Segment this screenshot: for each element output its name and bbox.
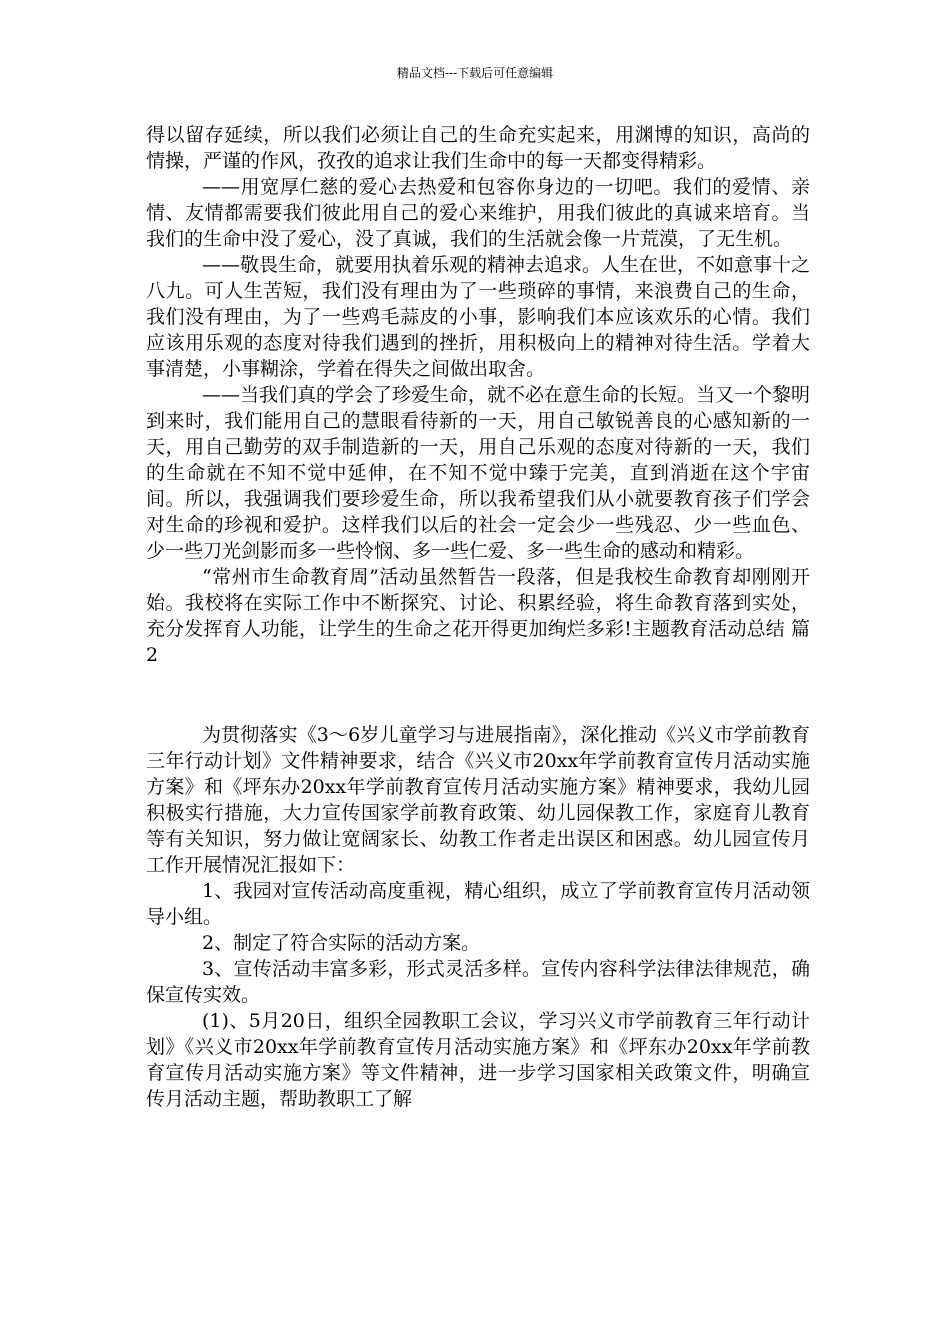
page-header: 精品文档---下载后可任意编辑 — [396, 66, 554, 80]
paragraph-conclusion: “常州市生命教育周”活动虽然暂告一段落，但是我校生命教育却刚刚开始。我校将在实际工作中不断探究、讨论、积累经验，将生命教育落到实处，充分发挥育人功能，让学生的生命之花开得更加绚烂多彩!主题教育活动总结 篇2 — [146, 566, 810, 666]
paragraph-love: ——用宽厚仁慈的爱心去热爱和包容你身边的一切吧。我们的爱情、亲情、友情都需要我们彼此用自己的爱心来维护，用我们彼此的真诚来培育。当我们的生命中没了爱心，没了真诚，我们的生活就会像一片荒漠，了无生机。 — [146, 176, 810, 250]
list-subitem-1: (1)、5月20日，组织全园教职工会议，学习兴义市学前教育三年行动计划》《兴义市20xx年学前教育宣传月活动实施方案》和《坪东办20xx年学前教育宣传月活动实施方案》等文件精神，进一步学习国家相关政策文件，明确宣传月活动主题，帮助教职工了解 — [146, 1010, 810, 1110]
document-body — [146, 122, 810, 1112]
paragraph-optimism: ——敬畏生命，就要用执着乐观的精神去追求。人生在世，不如意事十之八九。可人生苦短，我们没有理由为了一些琐碎的事情，来浪费自己的生命，我们没有理由，为了一些鸡毛蒜皮的小事，影响我们本应该欢乐的心情。我们应该用乐观的态度对待我们遇到的挫折，用积极向上的精神对待生活。学着大事清楚，小事糊涂，学着在得失之间做出取舍。 — [146, 254, 811, 380]
paragraph-continuation: 得以留存延续，所以我们必须让自己的生命充实起来，用渊博的知识，高尚的情操，严谨的作风，孜孜的追求让我们生命中的每一天都变得精彩。 — [146, 124, 810, 172]
paragraph-cherish-life: ——当我们真的学会了珍爱生命，就不必在意生命的长短。当又一个黎明到来时，我们能用自己的慧眼看待新的一天，用自己敏锐善良的心感知新的一天，用自己勤劳的双手制造新的一天，用自己乐观的态度对待新的一天，我们的生命就在不知不觉中延伸，在不知不觉中臻于完美，直到消逝在这个宇宙间。所以，我强调我们要珍爱生命，所以我希望我们从小就要教育孩子们学会对生命的珍视和爱护。这样我们以后的社会一定会少一些残忍、少一些血色、少一些刀光剑影而多一些怜悯、多一些仁爱、多一些生命的感动和精彩。 — [146, 384, 811, 562]
section-gap — [146, 668, 810, 722]
list-item-1: 1、我园对宣传活动高度重视，精心组织，成立了学前教育宣传月活动领导小组。 — [146, 880, 810, 928]
list-item-2: 2、制定了符合实际的活动方案。 — [202, 932, 481, 954]
paragraph-preschool-intro: 为贯彻落实《3～6岁儿童学习与进展指南》，深化推动《兴义市学前教育三年行动计划》文件精神要求，结合《兴义市20xx年学前教育宣传月活动实施方案》和《坪东办20xx年学前教育宣传月活动实施方案》精神要求，我幼儿园积极实行措施，大力宣传国家学前教育政策、幼儿园保教工作，家庭育儿教育等有关知识，努力做让宽阔家长、幼教工作者走出误区和困惑。幼儿园宣传月工作开展情况汇报如下： — [146, 724, 810, 876]
list-item-3: 3、宣传活动丰富多彩，形式灵活多样。宣传内容科学法律法律规范，确保宣传实效。 — [146, 958, 810, 1006]
